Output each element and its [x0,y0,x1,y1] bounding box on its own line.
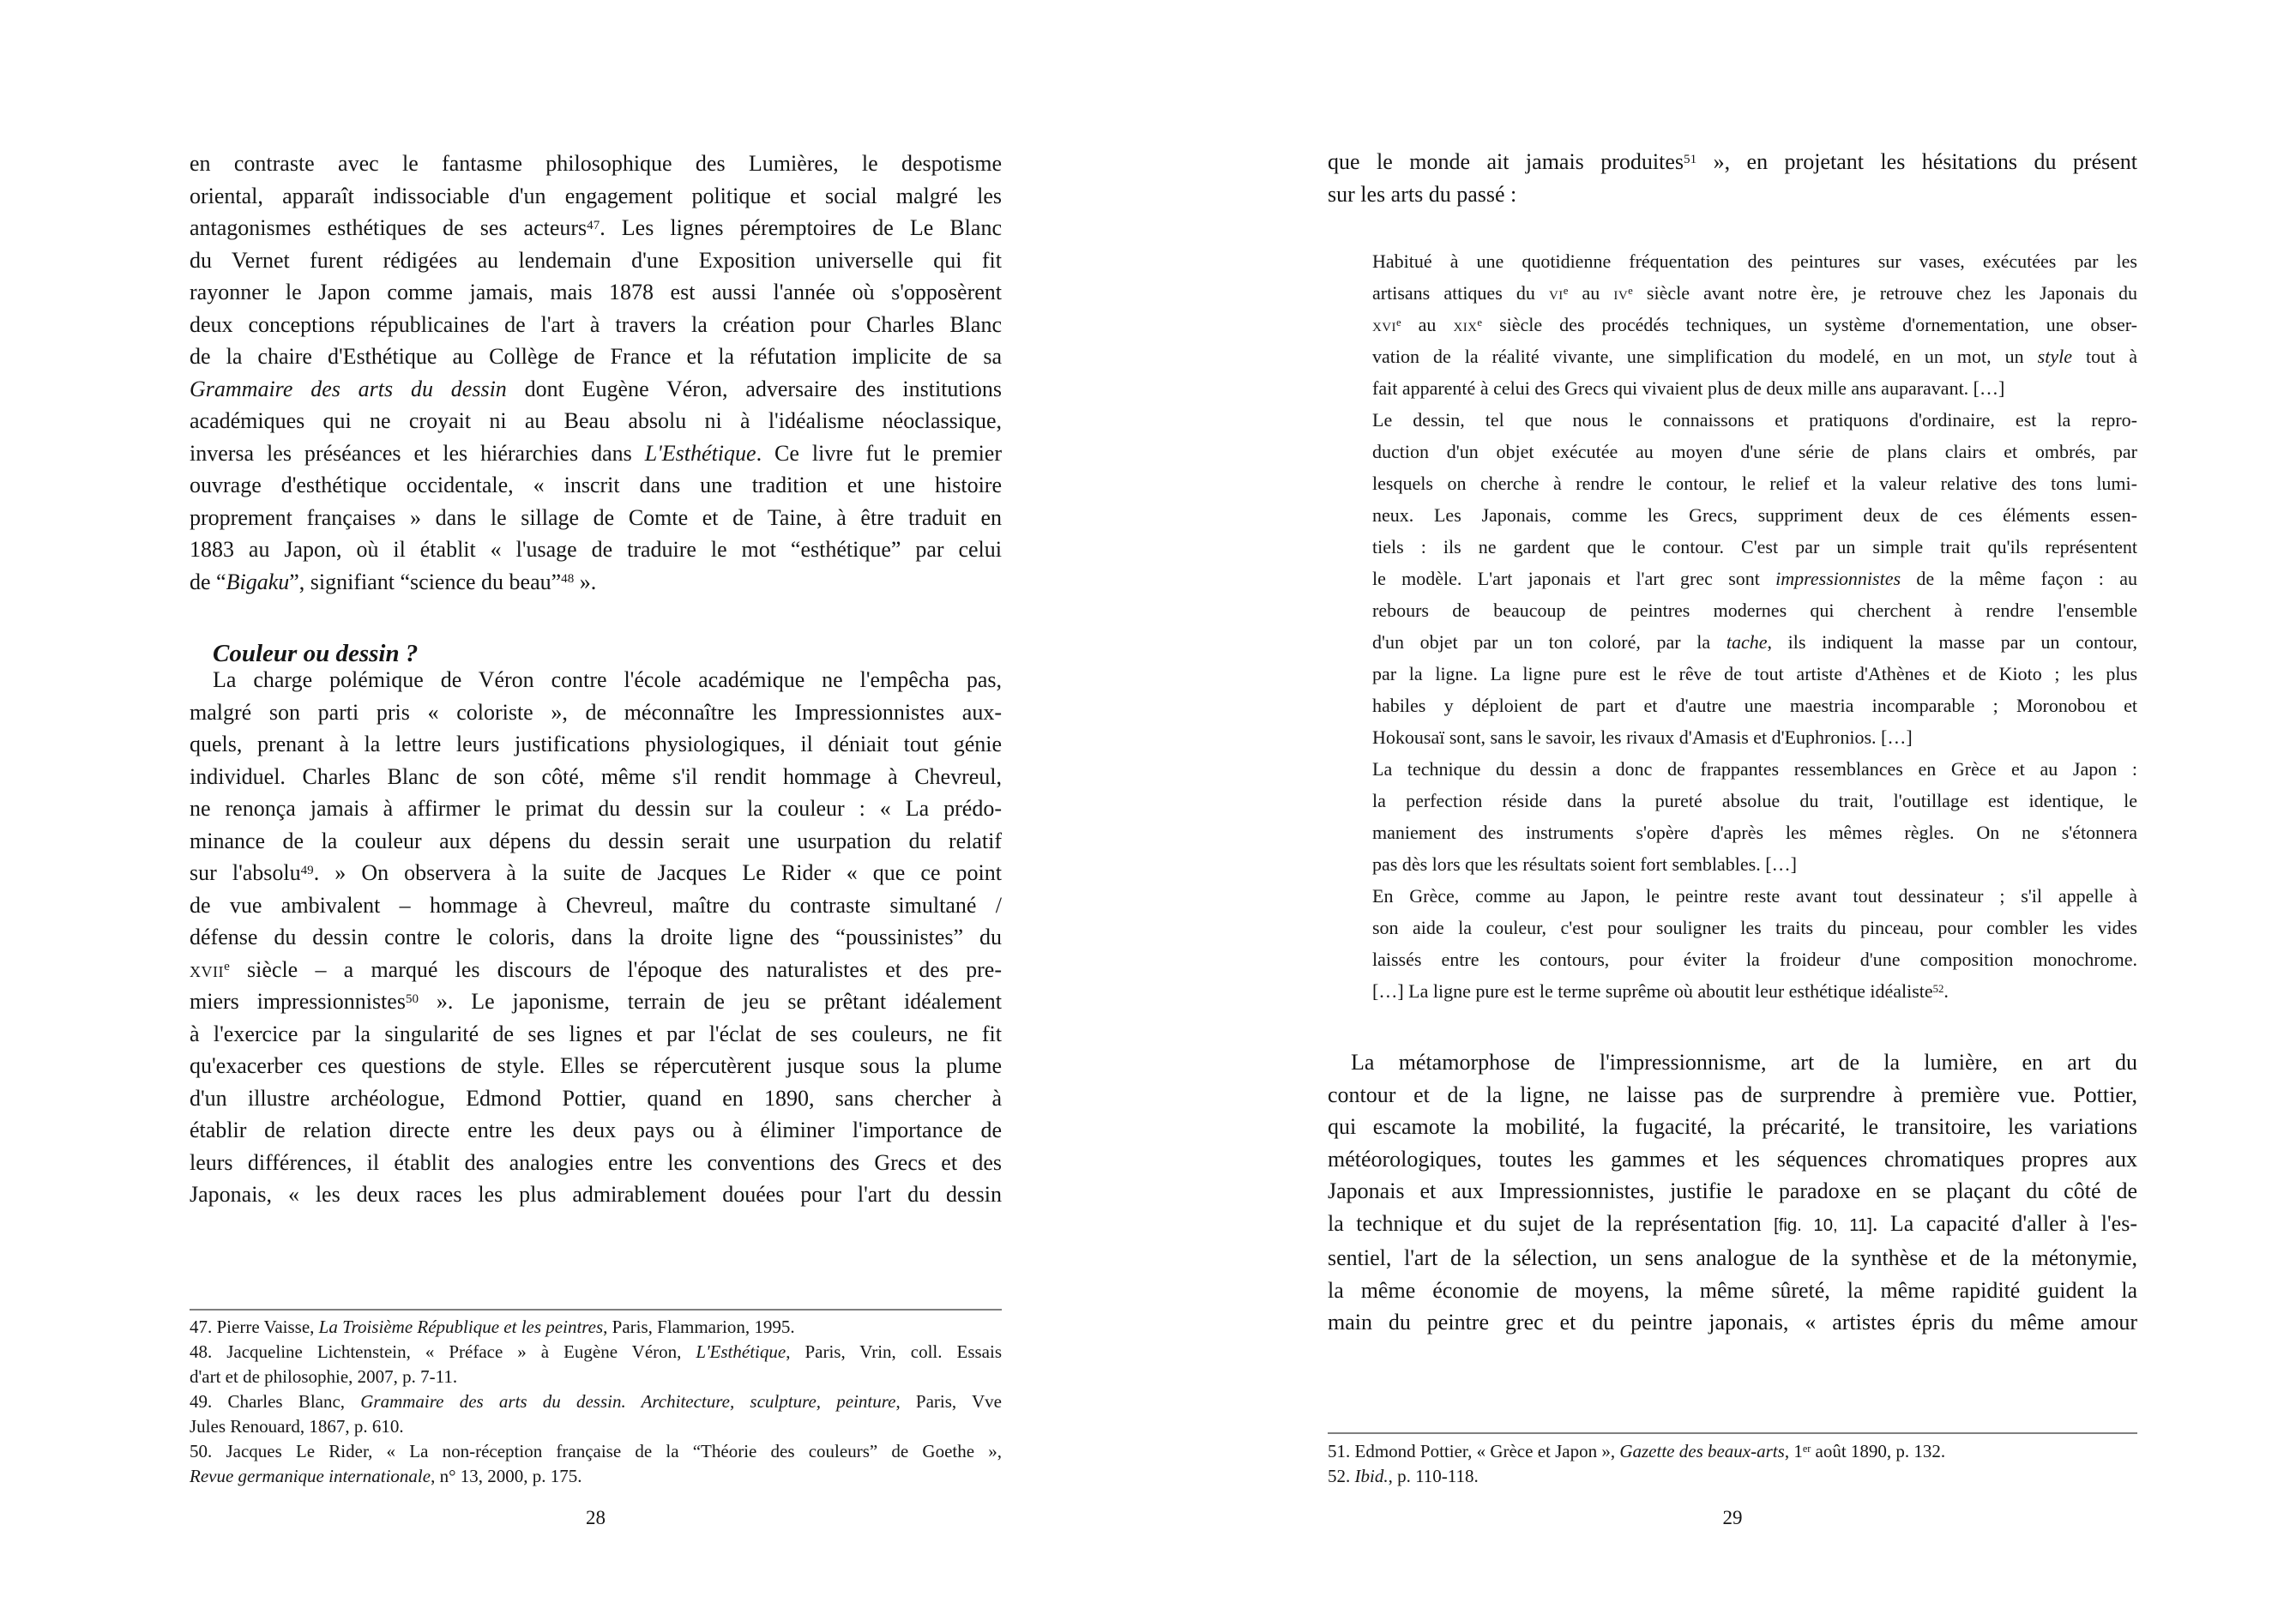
text-line: du Vernet furent rédigées au lendemain d'une Exposition universelle qui fit [190,247,1002,273]
text-line: malgré son parti pris « coloriste », de méconnaître les Impressionnistes aux- [190,699,1002,725]
text-line: 48. Jacqueline Lichtenstein, « Préface » à Eugène Véron, L'Esthétique, Paris, Vrin, coll. Essais [190,1341,1003,1362]
footnote-rule-left [190,1309,1002,1311]
text-line: sur les arts du passé : [1328,181,1517,207]
text-line: d'un objet par un ton coloré, par la tache, ils indiquent la masse par un contour, [1372,631,2137,653]
right-paragraph-2 [1328,1046,2137,1339]
text-line: Jules Renouard, 1867, p. 610. [190,1416,404,1437]
text-line: pas dès lors que les résultats soient fort semblables. […] [1372,853,1797,875]
text-line: d'un illustre archéologue, Edmond Pottier, quand en 1890, sans chercher à [190,1085,1002,1111]
text-line: Japonais, « les deux races les plus admirablement douées pour l'art du dessin [190,1182,1002,1207]
text-line: qui escamote la mobilité, la fugacité, la précarité, le transitoire, les variations [1328,1114,2137,1139]
text-line: de vue ambivalent – hommage à Chevreul, maître du contraste simultané / [190,892,1002,918]
text-line: Revue germanique internationale, n° 13, 2000, p. 175. [190,1466,582,1486]
text-line: contour et de la ligne, ne laisse pas de surprendre à première vue. Pottier, [1328,1082,2137,1107]
footnote-50 [190,1439,1002,1489]
text-line: miers impressionnistes$^{50}$ ». Le japonisme, terrain de jeu se prêtant idéalement [190,989,1003,1014]
text-line: inversa les préséances et les hiérarchies dans L'Esthétique. Ce livre fut le premier [190,440,1002,466]
text-line: duction d'un objet exécutée au moyen d'une série de plans clairs et ombrés, par [1372,441,2137,462]
left-footnotes [190,1315,1002,1489]
text-line: 47. Pierre Vaisse, La Troisième République et les peintres, Paris, Flammarion, 1995. [190,1317,795,1337]
text-line: académiques qui ne croyait ni au Beau absolu ni à l'idéalisme néoclassique, [190,408,1002,433]
section-heading: Couleur ou dessin ? [213,640,419,667]
quote-paragraph-1 [1372,245,2137,404]
footnote-48 [190,1340,1002,1389]
text-line: défense du dessin contre le coloris, dans la droite ligne des “poussinistes” du [190,925,1002,949]
text-line: ne renonça jamais à affirmer le primat du dessin sur la couleur : « La prédo- [190,796,1002,821]
text-line: son aide la couleur, c'est pour souligner les traits du pinceau, pour combler les vides [1372,917,2137,938]
quote-paragraph-3 [1372,753,2137,880]
footnote-49 [190,1389,1002,1439]
text-line: météorologiques, toutes les gammes et les séquences chromatiques propres aux [1328,1146,2137,1172]
footnote-52 [1328,1464,2137,1489]
text-line: qu'exacerber ces questions de style. Elles se répercutèrent jusque sous la plume [190,1053,1002,1078]
quote-paragraph-4 [1372,880,2137,1007]
text-line: oriental, apparaît indissociable d'un engagement politique et social malgré les [190,183,1002,208]
text-line: 50. Jacques Le Rider, « La non-réception française de la “Théorie des couleurs” de Goethe », [190,1441,1002,1461]
text-line: 52. Ibid., p. 110-118. [1328,1466,1479,1486]
right-footnotes [1328,1439,2137,1489]
text-line: antagonismes esthétiques de ses acteurs$^{47}$. Les lignes péremptoires de Le Blanc [190,215,1002,240]
text-line: fait apparenté à celui des Grecs qui vivaient plus de deux mille ans auparavant. […] [1372,377,2005,399]
text-line: par la ligne. La ligne pure est le rêve de tout artiste d'Athènes et de Kioto ; les plus [1372,663,2137,684]
text-line: lesquels on cherche à rendre le contour, le relief et la valeur relative des tons lumi- [1372,473,2137,494]
text-line: établir de relation directe entre les deux pays ou à éliminer l'importance de [190,1118,1002,1142]
text-line: sentiel, l'art de la sélection, un sens analogue de la synthèse et de la métonymie, [1328,1245,2137,1270]
left-paragraph-1 [190,148,1002,598]
text-line: main du peintre grec et du peintre japonais, « artistes épris du même amour [1328,1310,2137,1335]
text-line: xvii$^e$ siècle – a marqué les discours de l'époque des naturalistes et des pre- [190,956,1002,982]
left-paragraph-2 [190,664,1002,1211]
right-paragraph-1 [1328,146,2137,210]
text-line: en contraste avec le fantasme philosophique des Lumières, le despotisme [190,151,1002,176]
text-line: 51. Edmond Pottier, « Grèce et Japon », Gazette des beaux-arts, 1er août 1890, p. 132. [1328,1441,1946,1461]
text-line: ouvrage d'esthétique occidentale, « inscrit dans une tradition et une histoire [190,473,1002,497]
text-line: rebours de beaucoup de peintres modernes qui cherchent à rendre l'ensemble [1372,600,2137,621]
text-line: 49. Charles Blanc, Grammaire des arts du dessin. Architecture, sculpture, peinture, Paris, Vve [190,1391,1002,1412]
text-line: La technique du dessin a donc de frappantes ressemblances en Grèce et au Japon : [1372,758,2137,780]
text-line: Japonais et aux Impressionnistes, justifie le paradoxe en se plaçant du côté de [1328,1178,2137,1203]
block-quote [1372,245,2137,1007]
text-line: maniement des instruments s'opère d'après les mêmes règles. On ne s'étonnera [1372,822,2137,843]
text-line: à l'exercice par la singularité de ses lignes et par l'éclat de ses couleurs, ne fit [190,1021,1002,1046]
text-line: la technique et du sujet de la représentation [fig. 10, 11]. La capacité d'aller à l'es- [1328,1210,2137,1236]
text-line: proprement françaises » dans le sillage de Comte et de Taine, à être traduit en [190,504,1002,530]
footnote-51 [1328,1439,2137,1464]
footnote-47 [190,1315,1002,1340]
footnote-rule-right [1328,1432,2137,1434]
quote-paragraph-2 [1372,404,2137,753]
text-line: de “Bigaku”, signifiant “science du beau”$^{48}$ ». [190,569,597,594]
text-line: Habitué à une quotidienne fréquentation des peintures sur vases, exécutées par les [1372,250,2137,272]
text-line: xvi$^e$ au xix$^e$ siècle des procédés techniques, un système d'ornementation, une obser- [1372,314,2138,335]
text-line: que le monde ait jamais produites$^{51}$ », en projetant les hésitations du présent [1328,149,2138,174]
page-number-left: 28 [586,1507,606,1528]
text-line: Hokousaï sont, sans le savoir, les rivaux d'Amasis et d'Euphronios. […] [1372,726,1913,748]
text-line: vation de la réalité vivante, une simplification du modelé, en un mot, un style tout à [1372,346,2137,367]
text-line: deux conceptions républicaines de l'art à travers la création pour Charles Blanc [190,311,1002,337]
text-line: La métamorphose de l'impressionnisme, art de la lumière, en art du [1351,1050,2137,1075]
text-line: minance de la couleur aux dépens du dessin serait une usurpation du relatif [190,828,1002,853]
text-line: la même économie de moyens, la même sûreté, la même rapidité guident la [1328,1277,2137,1303]
text-line: […] La ligne pure est le terme suprême où aboutit leur esthétique idéaliste$^{52}$. [1372,980,1949,1002]
text-line: tiels : ils ne gardent que le contour. C'est par un simple trait qu'ils représentent [1372,536,2137,557]
text-line: leurs différences, il établit des analogies entre les conventions des Grecs et des [190,1149,1002,1175]
text-line: rayonner le Japon comme jamais, mais 1878 est aussi l'année où s'opposèrent [190,280,1002,304]
text-line: 1883 au Japon, où il établit « l'usage de traduire le mot “esthétique” par celui [190,537,1002,562]
text-line: neux. Les Japonais, comme les Grecs, suppriment deux de ces éléments essen- [1372,504,2137,526]
text-line: individuel. Charles Blanc de son côté, même s'il rendit hommage à Chevreul, [190,763,1002,789]
text-line: Grammaire des arts du dessin dont Eugène Véron, adversaire des institutions [190,376,1003,401]
text-line: Le dessin, tel que nous le connaissons et pratiquons d'ordinaire, est la repro- [1372,409,2137,431]
text-line: quels, prenant à la lettre leurs justifications physiologiques, il déniait tout génie [190,732,1002,756]
text-line: d'art et de philosophie, 2007, p. 7-11. [190,1366,458,1387]
text-line: laissés entre les contours, pour éviter la froideur d'une composition monochrome. [1372,949,2137,970]
text-line: artisans attiques du $vi^e$ au $iv^e$ siècle avant notre ère, je retrouve chez les Japonais du [1372,282,2138,304]
text-line: de la chaire d'Esthétique au Collège de France et la réfutation implicite de sa [190,344,1002,369]
text-line: la perfection réside dans la pureté absolue du trait, l'outillage est identique, le [1372,790,2137,811]
text-line: sur l'absolu$^{49}$. » On observera à la suite de Jacques Le Rider « que ce point [190,860,1002,885]
page-number-right: 29 [1722,1507,1743,1528]
text-line: La charge polémique de Véron contre l'école académique ne l'empêcha pas, [213,667,1002,692]
text-line: le modèle. L'art japonais et l'art grec sont impressionnistes de la même façon : au [1372,568,2137,589]
text-line: En Grèce, comme au Japon, le peintre reste avant tout dessinateur ; s'il appelle à [1372,885,2137,907]
text-line: habiles y déploient de part et d'autre une maestria incomparable ; Moronobou et [1372,695,2137,716]
